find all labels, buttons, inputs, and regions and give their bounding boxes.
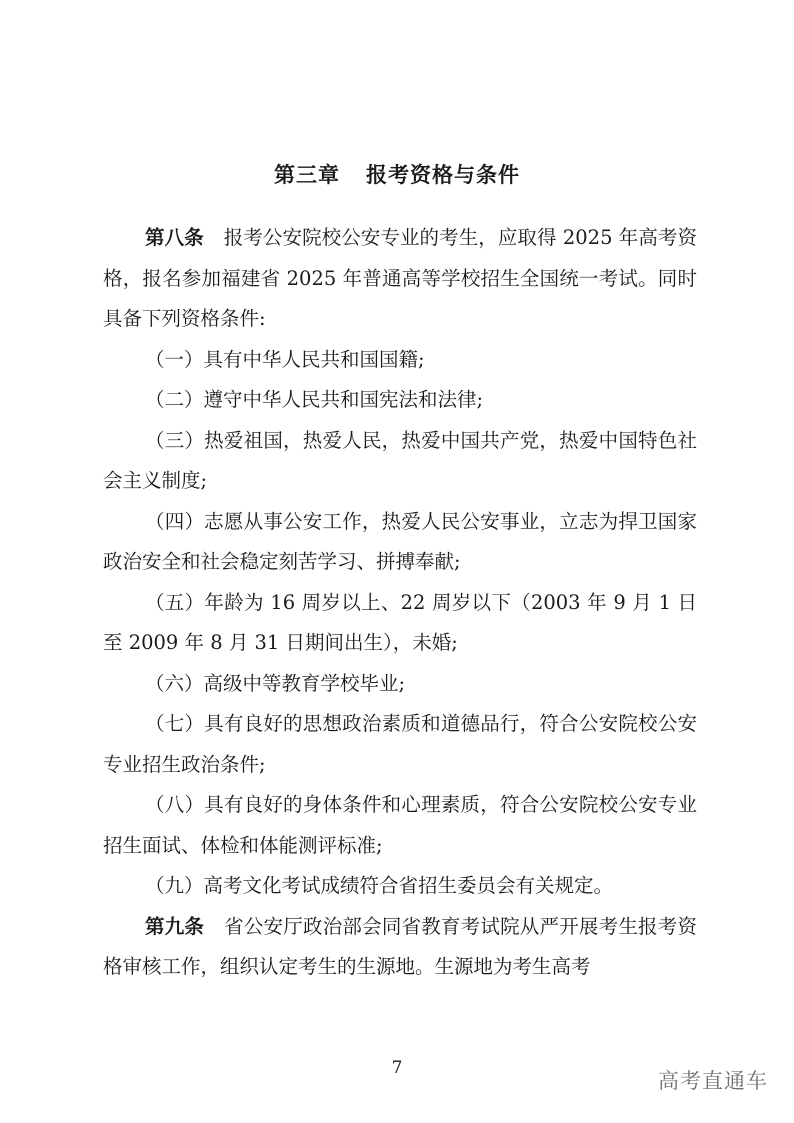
- condition-item: （四）志愿从事公安工作，热爱人民公安事业，立志为捍卫国家政治安全和社会稳定刻苦学习、拼搏奉献;: [103, 509, 697, 573]
- condition-item: （一）具有中华人民共和国国籍;: [145, 347, 425, 371]
- article-9-paragraph: [103, 907, 697, 988]
- article-8-text: 报考公安院校公安专业的考生，应取得 2025 年高考资格，报名参加福建省 2025 年普通高等学校招生全国统一考试。同时具备下列资格条件:: [103, 226, 697, 330]
- page-number: 7: [391, 1058, 403, 1078]
- article-8-paragraph: [103, 218, 697, 340]
- article-9-text: 省公安厅政治部会同省教育考试院从严开展考生报考资格审核工作，组织认定考生的生源地。生源地为考生高考: [103, 914, 697, 978]
- article-8-number: 第八条: [145, 226, 204, 249]
- document-body: [103, 218, 697, 988]
- condition-item: （七）具有良好的思想政治素质和道德品行，符合公安院校公安专业招生政治条件;: [103, 712, 697, 776]
- condition-item: （九）高考文化考试成绩符合省招生委员会有关规定。: [145, 874, 614, 897]
- condition-item: （六）高级中等教育学校毕业;: [145, 671, 406, 695]
- chapter-heading: [0, 158, 794, 192]
- condition-item: （二）遵守中华人民共和国宪法和法律;: [145, 388, 484, 411]
- article-9-number: 第九条: [145, 914, 205, 938]
- chapter-title: 报考资格与条件: [366, 163, 520, 187]
- chapter-number: 第三章: [274, 163, 340, 187]
- condition-item: （八）具有良好的身体条件和心理素质，符合公安院校公安专业招生面试、体检和体能测评标准;: [103, 793, 697, 857]
- condition-item: （五）年龄为 16 周岁以上、22 周岁以下（2003 年 9 月 1 日至 2009 年 8 月 31 日期间出生），未婚;: [103, 590, 697, 654]
- watermark-text: 高考直通车: [658, 1069, 768, 1093]
- condition-item: （三）热爱祖国，热爱人民，热爱中国共产党，热爱中国特色社会主义制度;: [103, 428, 697, 492]
